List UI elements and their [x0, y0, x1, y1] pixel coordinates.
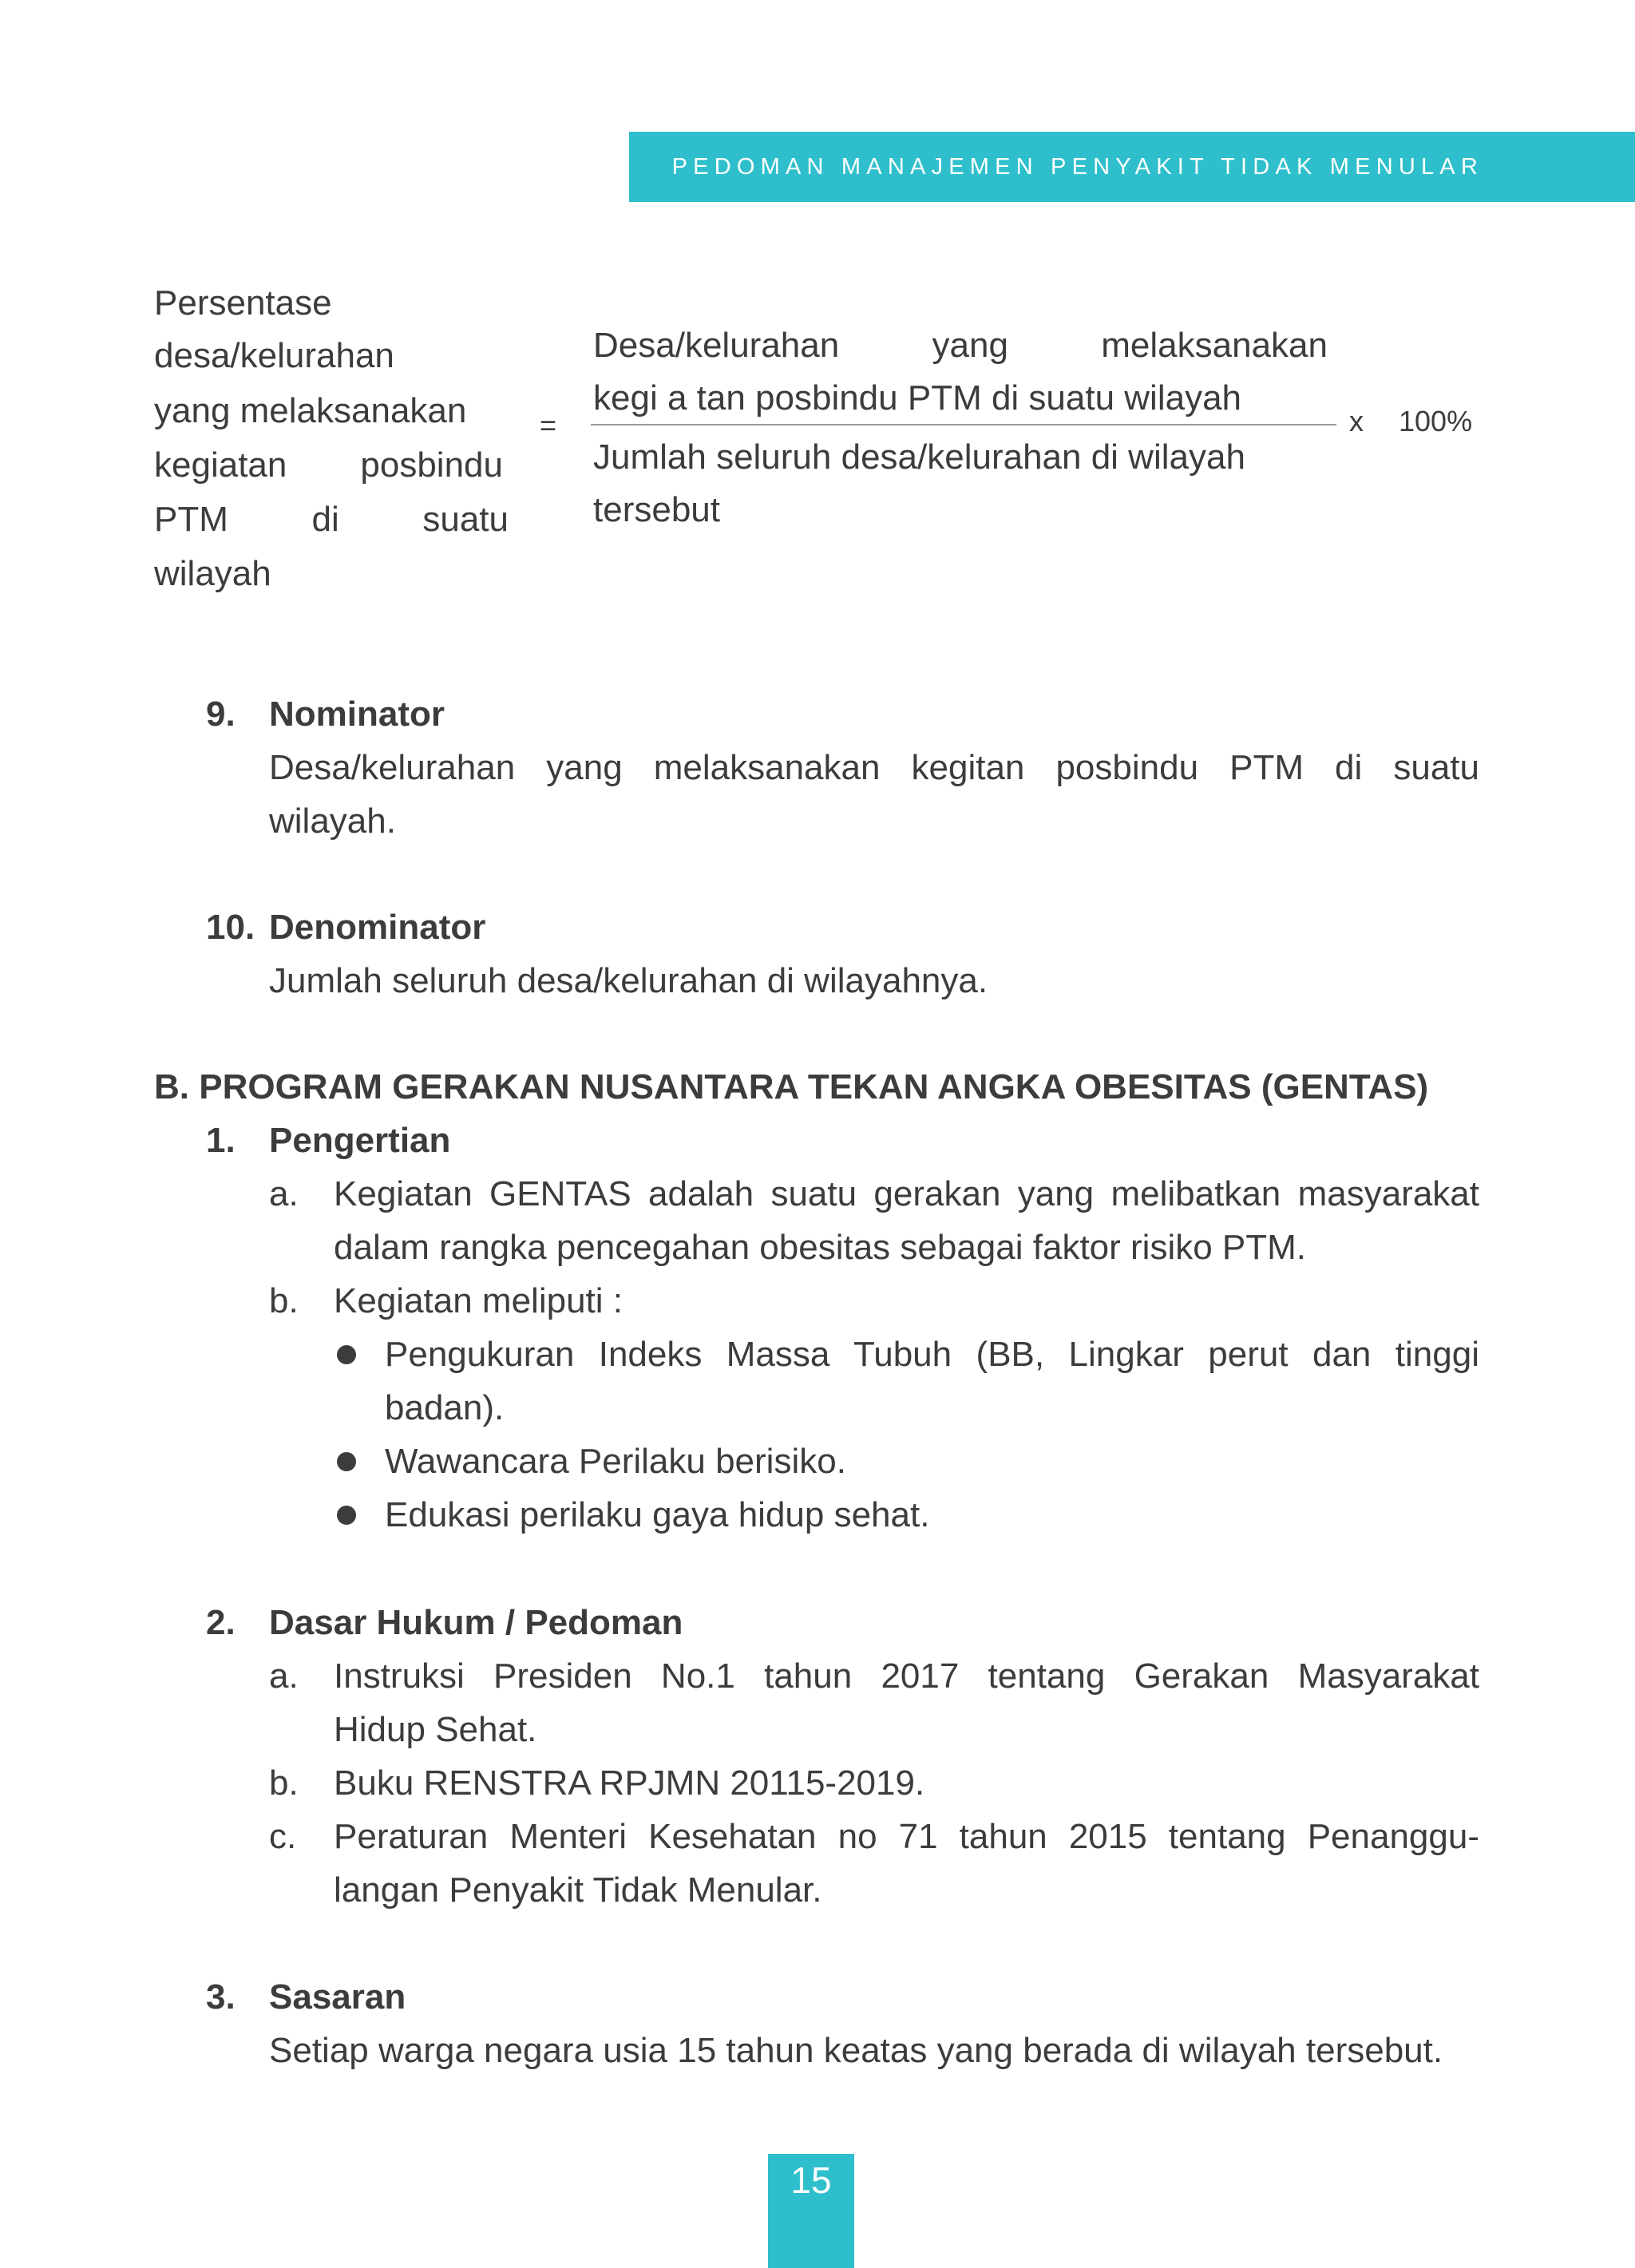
formula-numerator-line: kegi a tan posbindu PTM di suatu wilayah: [593, 378, 1242, 418]
bullet-icon: [337, 1345, 356, 1364]
formula-lhs-line: kegiatan posbindu: [154, 445, 503, 485]
list-text: langan Penyakit Tidak Menular.: [334, 1870, 822, 1910]
bullet-icon: [337, 1452, 356, 1471]
formula-lhs-line: Persentase: [154, 283, 332, 323]
list-text: Hidup Sehat.: [334, 1710, 537, 1749]
subsection-number: 2.: [206, 1603, 236, 1642]
formula-times: x: [1349, 405, 1364, 437]
list-label: a.: [269, 1656, 299, 1696]
subsection-number: 1.: [206, 1121, 236, 1160]
formula-numerator-line: Desa/kelurahan yang melaksanakan: [593, 326, 1328, 365]
formula-denominator-line: tersebut: [593, 490, 720, 529]
bullet-text: Pengukuran Indeks Massa Tubuh (BB, Lingkar perut dan tinggi: [385, 1335, 1479, 1374]
subsection-number: 3.: [206, 1977, 236, 2017]
item-title: Nominator: [269, 695, 445, 734]
formula-lhs-line: PTM di suatu: [154, 500, 509, 539]
subsection-title: Dasar Hukum / Pedoman: [269, 1603, 683, 1642]
bullet-text: Wawancara Perilaku berisiko.: [385, 1442, 846, 1481]
item-number: 10.: [206, 908, 255, 947]
page-number: 15: [790, 2159, 832, 2201]
fraction-bar: [591, 424, 1336, 425]
bullet-text: Edukasi perilaku gaya hidup sehat.: [385, 1495, 930, 1534]
formula-lhs-line: wilayah: [154, 554, 271, 593]
item-title: Denominator: [269, 908, 486, 947]
subsection-text: Setiap warga negara usia 15 tahun keatas yang berada di wilayah tersebut.: [269, 2031, 1443, 2070]
item-number: 9.: [206, 695, 236, 734]
formula-equals: =: [540, 409, 557, 441]
item-text: wilayah.: [269, 802, 396, 841]
list-label: c.: [269, 1817, 297, 1856]
subsection-title: Sasaran: [269, 1977, 406, 2017]
list-text: dalam rangka pencegahan obesitas sebagai faktor risiko PTM.: [334, 1228, 1307, 1267]
list-label: b.: [269, 1281, 299, 1320]
formula-percent: 100%: [1399, 405, 1473, 437]
formula-lhs-line: yang melaksanakan: [154, 391, 467, 430]
list-label: b.: [269, 1763, 299, 1803]
item-text: Jumlah seluruh desa/kelurahan di wilayahnya.: [269, 961, 988, 1000]
list-text: Peraturan Menteri Kesehatan no 71 tahun 2015 tentang Penanggu-: [334, 1817, 1479, 1856]
running-header: [629, 132, 1635, 202]
list-text: Kegiatan meliputi :: [334, 1281, 623, 1320]
bullet-text: badan).: [385, 1388, 505, 1427]
list-text: Kegiatan GENTAS adalah suatu gerakan yang melibatkan masyarakat: [334, 1174, 1479, 1213]
page-number-box: [768, 2154, 854, 2268]
formula-denominator-line: Jumlah seluruh desa/kelurahan di wilayah: [593, 437, 1245, 477]
item-text: Desa/kelurahan yang melaksanakan kegitan posbindu PTM di suatu: [269, 748, 1479, 787]
list-text: Buku RENSTRA RPJMN 20115-2019.: [334, 1763, 925, 1803]
formula-lhs-line: desa/kelurahan: [154, 336, 394, 375]
list-label: a.: [269, 1174, 299, 1213]
subsection-title: Pengertian: [269, 1121, 451, 1160]
section-heading: B. PROGRAM GERAKAN NUSANTARA TEKAN ANGKA OBESITAS (GENTAS): [154, 1067, 1429, 1106]
list-text: Instruksi Presiden No.1 tahun 2017 tentang Gerakan Masyarakat: [334, 1656, 1479, 1696]
running-header-title: PEDOMAN MANAJEMEN PENYAKIT TIDAK MENULAR: [671, 153, 1483, 180]
bullet-icon: [337, 1506, 356, 1525]
